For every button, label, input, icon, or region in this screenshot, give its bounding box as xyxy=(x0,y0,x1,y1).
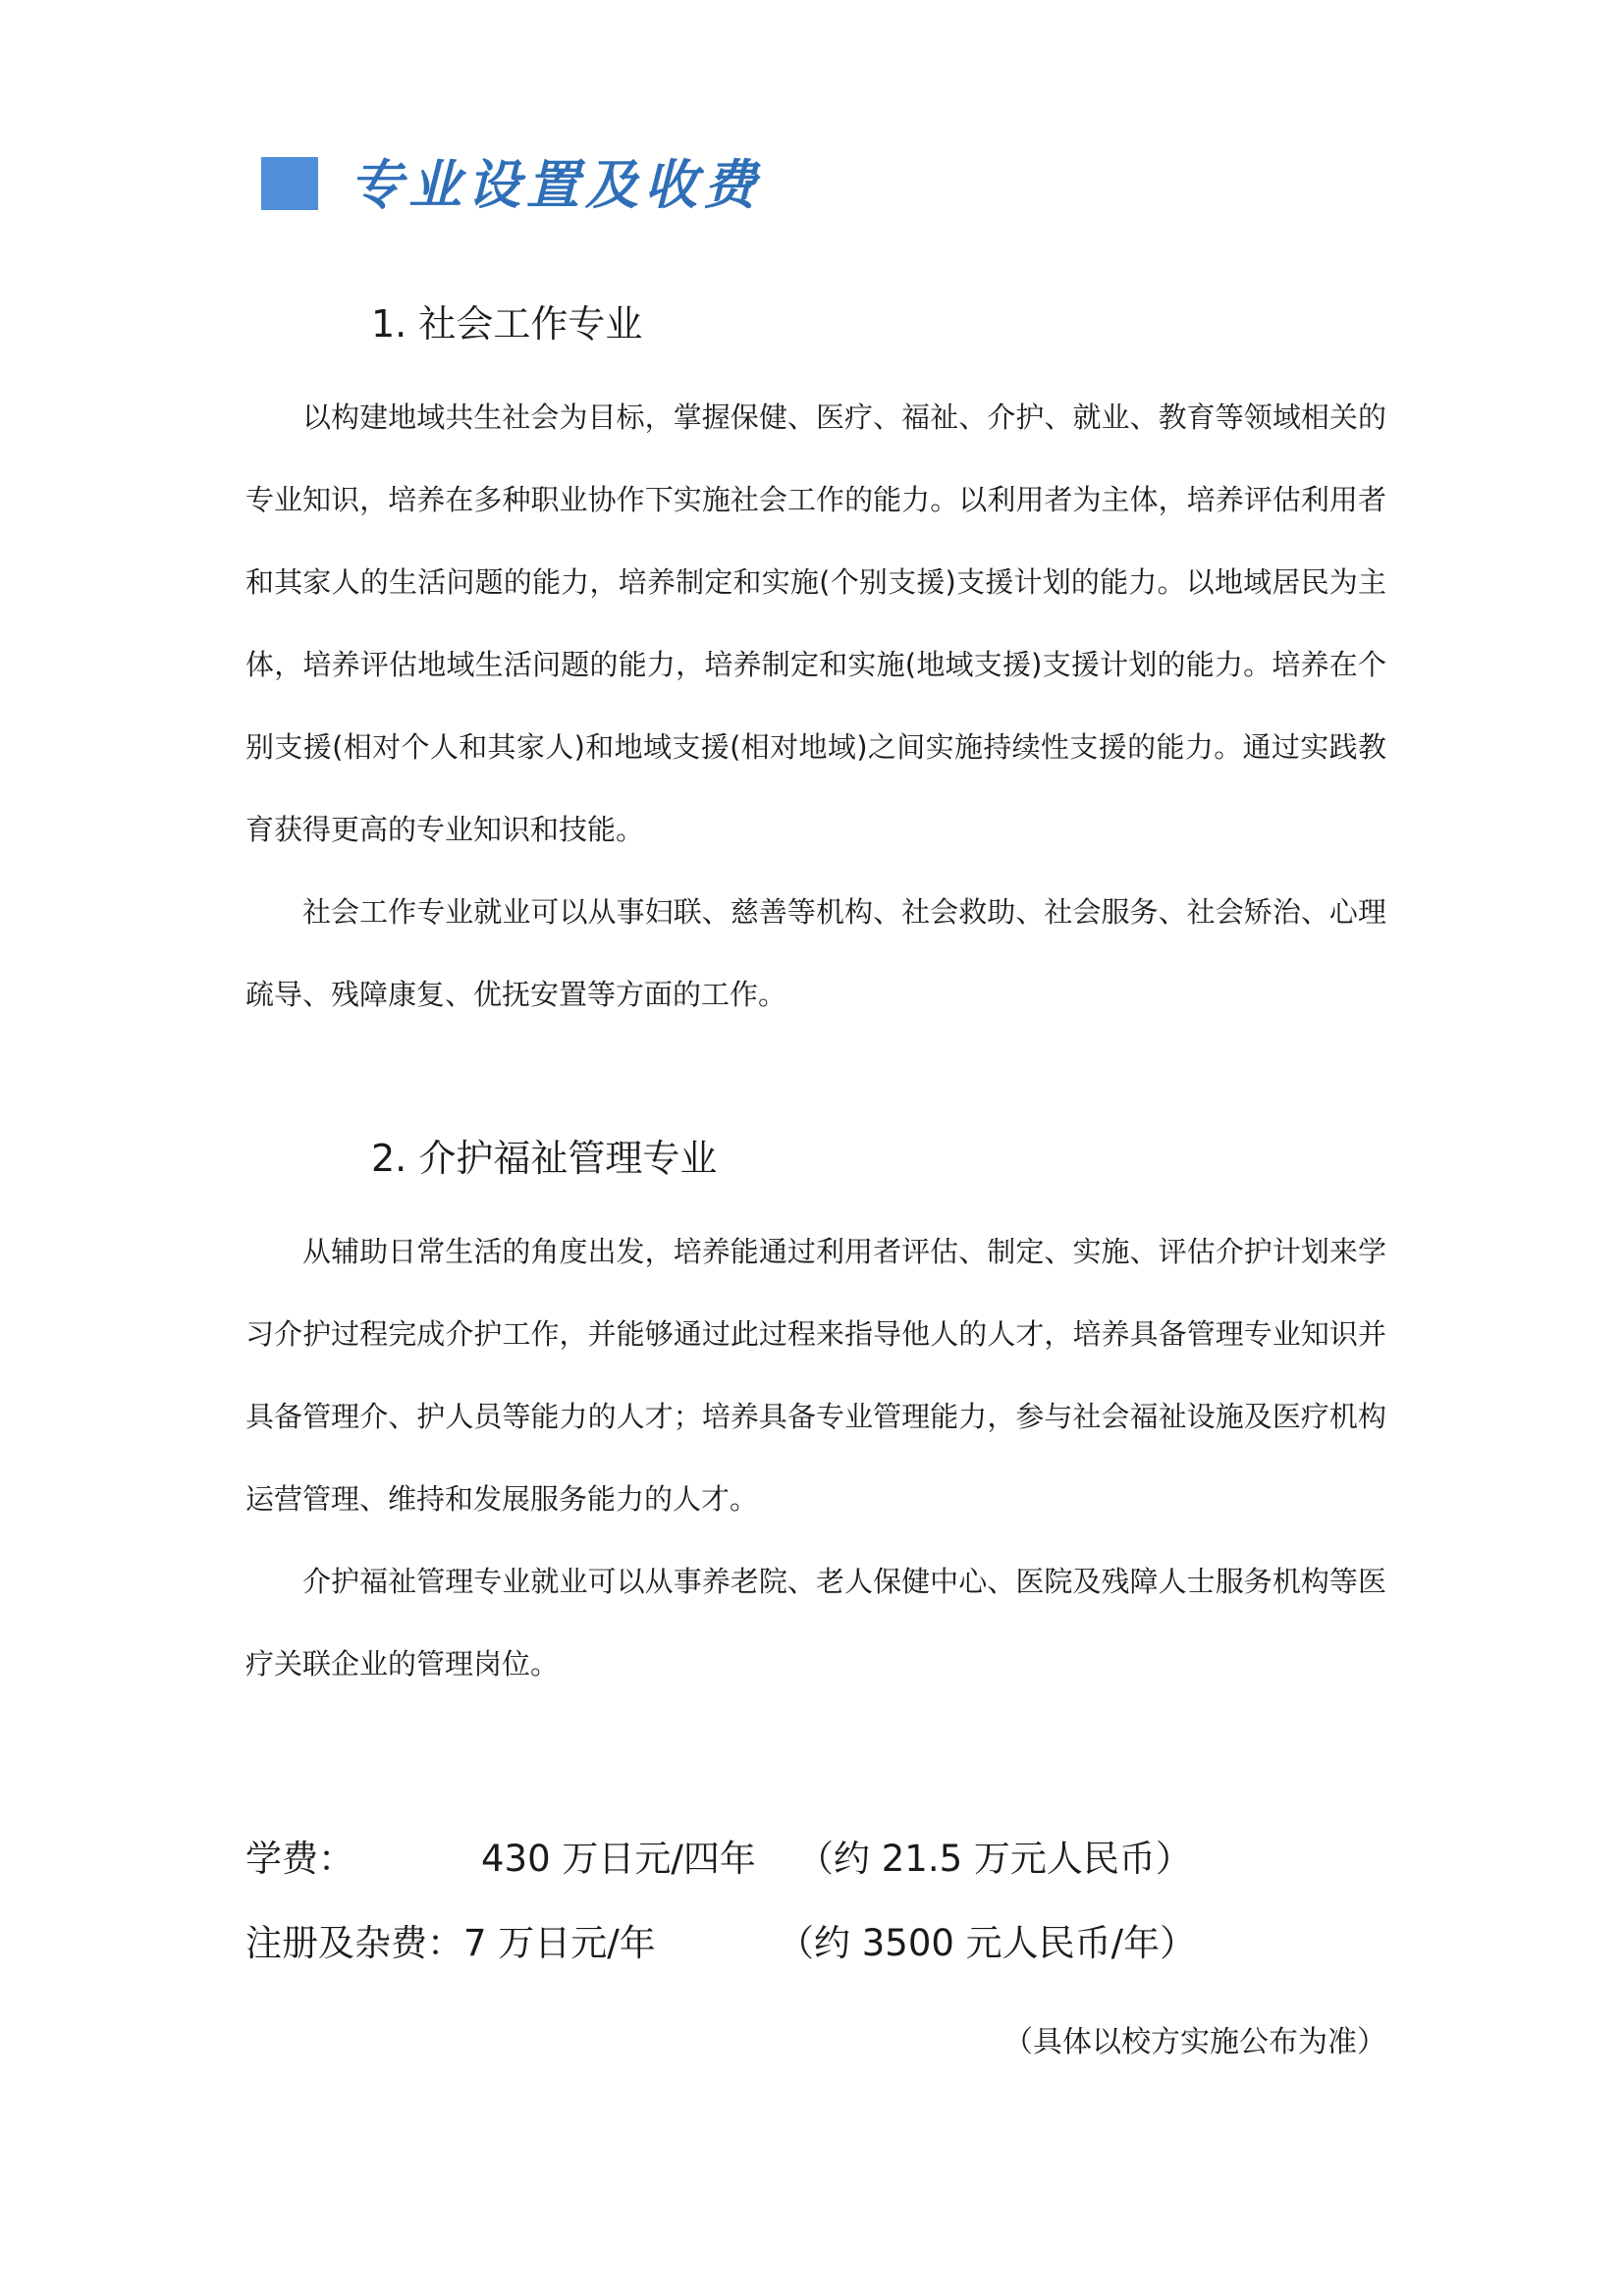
section-heading-social-work: 1. 社会工作专业 xyxy=(371,302,643,346)
tuition-fee-line xyxy=(245,1830,756,1889)
section-heading-care-management: 2. 介护福祉管理专业 xyxy=(371,1137,718,1180)
paragraph-care-management-intro: 从辅助日常生活的角度出发，培养能通过利用者评估、制定、实施、评估介护计划来学习介护过程完成介护工作，并能够通过此过程来指导他人的人才，培养具备管理专业知识并具备管理介、护人员等能力的人才；培养具备专业管理能力，参与社会福祉设施及医疗机构运营管理、维持和发展服务能力的人才。 xyxy=(245,1235,1386,1516)
misc-fee-value: 7 万日元/年 xyxy=(463,1922,656,1964)
page-title: 专业设置及收费 xyxy=(350,153,762,216)
misc-fee-note: （约 3500 元人民币/年） xyxy=(778,1922,1197,1964)
misc-fee-label: 注册及杂费： xyxy=(245,1922,463,1964)
section-marker-block xyxy=(261,157,318,210)
misc-fee-line xyxy=(245,1914,656,1973)
paragraph-care-management-careers: 介护福祉管理专业就业可以从事养老院、老人保健中心、医院及残障人士服务机构等医疗关联企业的管理岗位。 xyxy=(245,1565,1386,1681)
paragraph-social-work-careers: 社会工作专业就业可以从事妇联、慈善等机构、社会救助、社会服务、社会矫治、心理疏导、残障康复、优抚安置等方面的工作。 xyxy=(245,895,1386,1011)
tuition-fee-label: 学费： xyxy=(245,1838,354,1880)
fee-disclaimer: （具体以校方实施公布为准） xyxy=(1003,2025,1386,2059)
paragraph-social-work-intro: 以构建地域共生社会为目标，掌握保健、医疗、福祉、介护、就业、教育等领域相关的专业知识，培养在多种职业协作下实施社会工作的能力。以利用者为主体，培养评估利用者和其家人的生活问题的能力，培养制定和实施(个别支援)支援计划的能力。以地域居民为主体，培养评估地域生活问题的能力，培养制定和实施(地域支援)支援计划的能力。培养在个别支援(相对个人和其家人)和地域支援(相对地域)之间实施持续性支援的能力。通过实践教育获得更高的专业知识和技能。 xyxy=(245,400,1386,846)
tuition-fee-note: （约 21.5 万元人民币） xyxy=(797,1838,1192,1880)
tuition-fee-value: 430 万日元/四年 xyxy=(481,1838,756,1880)
